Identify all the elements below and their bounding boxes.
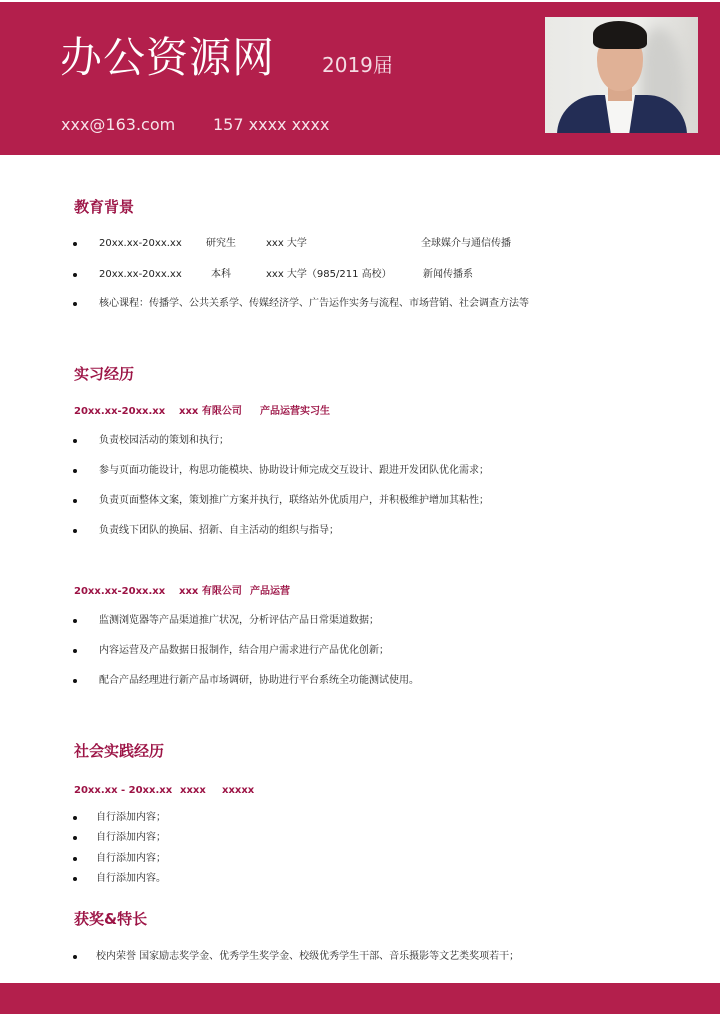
social-item-text: 自行添加内容。 [96,873,166,884]
bullet-icon [73,857,77,861]
job-company: xxx 有限公司 [179,406,242,417]
education-period: 20xx.xx-20xx.xx [99,269,182,280]
bullet-icon [73,649,77,653]
social-item-text: 自行添加内容； [96,853,166,864]
job-role: 产品运营实习生 [260,406,330,417]
bullet-icon [73,439,77,443]
bullet-icon [73,242,77,246]
social-period: 20xx.xx - 20xx.xx [74,785,173,796]
job-period: 20xx.xx-20xx.xx [74,406,166,417]
section-title-internship: 实习经历 [74,365,135,383]
job-period: 20xx.xx-20xx.xx [74,586,166,597]
education-school: xxx 大学（985/211 高校） [266,269,392,280]
duty-text: 负责线下团队的换届、招新、自主活动的组织与指导； [99,525,339,536]
bullet-icon [73,836,77,840]
candidate-name: 办公资源网 [60,33,276,82]
portrait-photo [545,17,698,133]
social-role: xxxxx [222,785,255,796]
bullet-icon [73,679,77,683]
duty-text: 内容运营及产品数据日报制作，结合用户需求进行产品优化创新； [99,645,389,656]
bullet-icon [73,816,77,820]
core-courses: 核心课程：传播学、公共关系学、传媒经济学、广告运作实务与流程、市场营销、社会调查方法等 [99,298,529,309]
photo-hair [593,21,647,49]
bullet-icon [73,529,77,533]
education-major: 全球媒介与通信传播 [421,238,511,249]
bullet-icon [73,302,77,306]
graduation-year: 2019届 [322,53,393,77]
footer-bar [0,983,720,1014]
job-role: 产品运营 [250,586,290,597]
bullet-icon [73,955,77,959]
education-period: 20xx.xx-20xx.xx [99,238,182,249]
phone-number: 157 xxxx xxxx [213,115,330,134]
education-major: 新闻传播系 [423,269,473,280]
duty-text: 参与页面功能设计，构思功能模块、协助设计师完成交互设计、跟进开发团队优化需求； [99,465,489,476]
social-item-text: 自行添加内容； [96,832,166,843]
award-text: 校内荣誉 国家励志奖学金、优秀学生奖学金、校级优秀学生干部、音乐摄影等文艺类奖项若干； [96,951,520,962]
section-title-social: 社会实践经历 [74,742,165,760]
education-degree: 研究生 [206,238,236,249]
email-address[interactable]: xxx@163.com [61,115,176,134]
bullet-icon [73,273,77,277]
duty-text: 监测浏览器等产品渠道推广状况，分析评估产品日常渠道数据； [99,615,379,626]
duty-text: 负责校园活动的策划和执行； [99,435,229,446]
education-degree: 本科 [211,269,231,280]
section-title-awards: 获奖&特长 [74,910,148,928]
duty-text: 配合产品经理进行新产品市场调研，协助进行平台系统全功能测试使用。 [99,675,419,686]
bullet-icon [73,619,77,623]
job-company: xxx 有限公司 [179,586,242,597]
social-item-text: 自行添加内容； [96,812,166,823]
bullet-icon [73,469,77,473]
education-school: xxx 大学 [266,238,307,249]
section-title-education: 教育背景 [74,198,135,216]
social-org: xxxx [180,785,206,796]
bullet-icon [73,499,77,503]
duty-text: 负责页面整体文案，策划推广方案并执行，联络站外优质用户，并积极维护增加其粘性； [99,495,489,506]
bullet-icon [73,877,77,881]
